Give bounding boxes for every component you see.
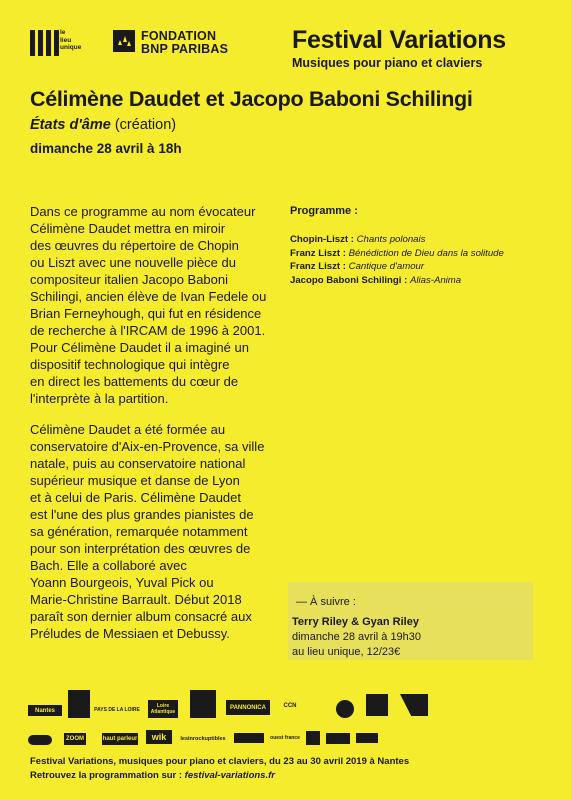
text-line: Célimène Daudet mettra en miroir [30,221,226,236]
composer: Franz Liszt : [290,247,346,259]
wik-logo: wik [146,730,172,744]
fondation-line1: FONDATION [141,29,217,43]
text-line: Marie-Christine Barrault. Début 2018 [30,592,242,607]
work: Alias-Anima [409,274,462,286]
description-paragraph-1 [30,203,280,407]
work: Cantique d'amour [348,261,425,272]
text-line: Yoann Bourgeois, Yuval Pick ou [30,575,214,590]
concert-title: Célimène Daudet et Jacopo Baboni Schilingi [30,87,473,111]
text-line: supérieur musique et danse de Lyon [30,473,240,488]
a-suivre-artists: Terry Riley & Gyan Riley [292,616,419,628]
programme-item [290,233,504,247]
text-line: l'interprète à la partition. [30,391,169,406]
a-suivre-date: dimanche 28 avril à 19h30 [292,631,422,643]
arrow-partner-logo [400,694,428,716]
work-note: (création) [114,117,177,133]
oval-partner-logo [28,735,52,745]
republique-logo [68,690,90,718]
text-line: et à celui de Paris. Célimène Daudet [30,490,242,505]
composer: Jacopo Baboni Schilingi : [290,274,408,286]
text-line: Bach. Elle a collaboré avec [30,558,187,573]
square-partner-logo [306,731,320,745]
fondation-bnp-logo [141,30,228,56]
work: Bénédiction de Dieu dans la solitude [348,247,504,259]
footer-prefix: Retrouvez la programmation sur : [30,770,183,781]
text-line: sa génération, remarquée notamment [30,524,248,539]
concert-date: dimanche 28 avril à 18h [30,141,182,156]
programme-item [290,274,504,288]
text-line: Brian Ferneyhough, qui fut en résidence [30,306,262,321]
inrockuptibles-logo: lesinrockuptibles [180,736,226,742]
text-line: Préludes de Messiaen et Debussy. [30,626,230,641]
pannonica-logo: PANNONICA [226,700,270,715]
text-line: compositeur italien Jacopo Baboni [30,272,229,287]
text-line: dispositif technologique qui intègre [30,357,230,372]
a-suivre-label: — À suivre : [296,596,356,608]
venue-building-logo [190,690,216,718]
ccn-logo: CCN [283,703,297,709]
text-line: est l'une des plus grandes pianistes de [30,507,254,522]
composer: Chopin-Liszt : [290,234,354,245]
small-partner-logo [326,733,350,744]
footer-line-2 [30,770,275,781]
lieu-unique-wordmark [60,29,81,52]
text-line: Célimène Daudet a été formée au [30,422,226,437]
text-line: conservatoire d'Aix-en-Provence, sa ville [30,439,265,454]
text-line: pour son interprétation des œuvres de [30,541,251,556]
fondation-line2: BNP PARIBAS [141,42,229,56]
work-title: États d'âme [30,117,111,133]
text-line: natale, puis au conservatoire national [30,456,246,471]
text-line: ou Liszt avec une nouvelle pièce du [30,255,236,270]
bnp-stars-icon [113,30,135,52]
house-partner-logo [366,694,388,716]
festival-subtitle: Musiques pour piano et claviers [292,56,483,70]
text-line: paraît son dernier album consacré aux [30,609,252,624]
text-line: de recherche à l'IRCAM de 1996 à 2001. [30,323,266,338]
festival-title: Festival Variations [292,26,506,54]
festival-url-link[interactable]: festival-variations.fr [184,770,275,781]
text-line: des œuvres du répertoire de Chopin [30,238,239,253]
ouest-france-logo: ouest france [270,735,300,741]
pays-de-la-loire-logo: PAYS DE LA LOIRE [94,707,140,713]
programme-list [290,233,504,287]
text-line: Schilingi, ancien élève de Ivan Fedele ou [30,289,267,304]
work: Chants polonais [356,234,426,245]
concert-work [30,117,176,133]
description-paragraph-2 [30,421,280,642]
footer-line-1: Festival Variations, musiques pour piano et claviers, du 23 au 30 avril 2019 à Nantes [30,756,410,767]
lieu-unique-logo [30,30,59,56]
dark-partner-logo [234,733,264,743]
a-suivre-venue: au lieu unique, 12/23€ [292,646,401,658]
zoom-logo: ZOOM [64,733,86,745]
text-line: Pour Célimène Daudet il a imaginé un [30,340,249,355]
programme-heading: Programme : [290,205,358,217]
composer: Franz Liszt : [290,261,346,272]
lieu-unique-line1: le [60,29,66,36]
lieu-unique-line2: lieu [60,36,72,44]
text-line: Dans ce programme au nom évocateur [30,204,256,219]
nantes-logo: Nantes [28,705,62,716]
haut-parleur-logo: haut parleur [102,733,138,745]
loire-atlantique-logo: Loire Atlantique [148,700,178,718]
text-line: en direct les battements du cœur de [30,374,239,389]
programme-item [290,247,504,261]
round-partner-logo [336,700,354,718]
programme-item [290,260,504,274]
lieu-unique-line3: unique [60,44,82,51]
last-partner-logo [356,733,378,743]
